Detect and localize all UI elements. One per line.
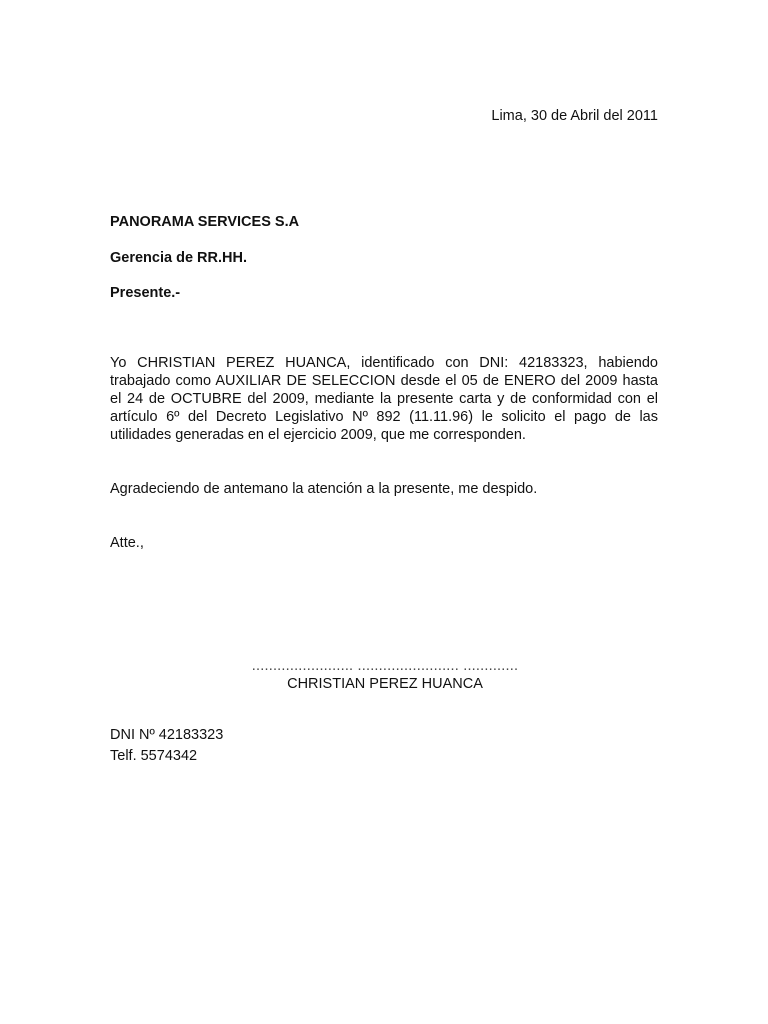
letter-date: Lima, 30 de Abril del 2011 — [491, 108, 658, 124]
recipient-department: Gerencia de RR.HH. — [110, 250, 247, 266]
signature-name: CHRISTIAN PEREZ HUANCA — [287, 676, 483, 692]
contact-phone: Telf. 5574342 — [110, 748, 198, 764]
contact-dni: DNI Nº 42183323 — [110, 727, 224, 743]
signature-line: ........................ ........................ ............. — [251, 658, 519, 674]
recipient-company: PANORAMA SERVICES S.A — [110, 214, 300, 230]
letter-thanks: Agradeciendo de antemano la atención a la presente, me despido. — [110, 481, 538, 497]
recipient-salutation: Presente.- — [110, 285, 181, 301]
letter-closing: Atte., — [110, 535, 144, 551]
letter-body: Yo CHRISTIAN PEREZ HUANCA, identificado con DNI: 42183323, habiendo trabajado como AUXILIAR DE SELECCION desde el 05 de ENERO del 2009 hasta el 24 de OCTUBRE del 2009, mediante la presente carta y de conformidad con el artículo 6º del Decreto Legislativo Nº 892 (11.11.96) le solicito el pago de las utilidades generadas en el ejercicio 2009, que me corresponden. — [110, 355, 658, 443]
